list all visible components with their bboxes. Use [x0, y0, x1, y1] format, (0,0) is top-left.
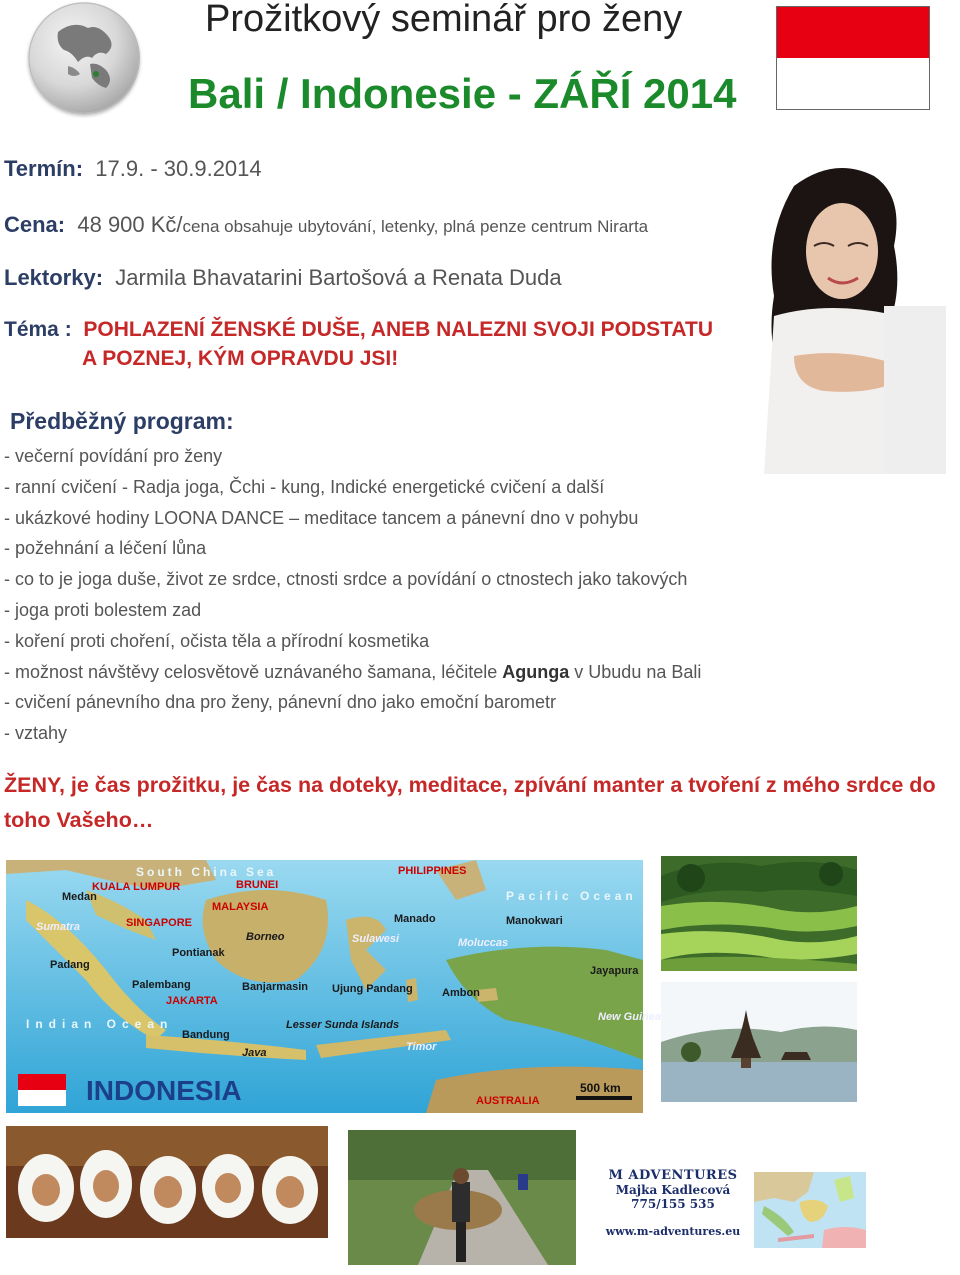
map-country-name: INDONESIA — [86, 1075, 242, 1106]
map-label-jayapura: Jayapura — [590, 965, 639, 977]
map-label-jakarta: JAKARTA — [166, 995, 218, 1007]
motorbike-road-photo — [348, 1130, 576, 1265]
map-label-manokwari: Manokwari — [506, 915, 563, 927]
lecturers-line — [4, 265, 562, 291]
map-label-brunei: BRUNEI — [236, 879, 279, 891]
map-label-south-china-sea: South China Sea — [136, 865, 277, 879]
map-label-padang: Padang — [50, 959, 90, 971]
list-item: - ranní cvičení - Radja joga, Čchi - kung, Indické energetické cvičení a další — [4, 476, 605, 497]
theme-line-1: POHLAZENÍ ŽENSKÉ DUŠE, ANEB NALEZNI SVOJI PODSTATU — [83, 318, 714, 341]
schoolgirls-photo — [6, 1126, 328, 1238]
map-label-borneo: Borneo — [246, 931, 285, 943]
map-label-pontianak: Pontianak — [172, 947, 225, 959]
list-item: - co to je joga duše, život ze srdce, ctnosti srdce a povídání o ctnostech jako takových — [4, 569, 688, 590]
list-item: - joga proti bolestem zad — [4, 599, 202, 620]
map-label-java: Java — [242, 1047, 267, 1059]
map-flag-red-icon — [18, 1074, 66, 1090]
map-label-kuala-lumpur: KUALA LUMPUR — [92, 881, 181, 893]
lecturers-value: Jarmila Bhavatarini Bartošová a Renata Duda — [115, 265, 562, 290]
slogan: ŽENY, je čas prožitku, je čas na doteky, meditace, zpívání manter a tvoření z mého srdce do toho Vašeho… — [4, 773, 936, 832]
map-scale-bar — [576, 1096, 632, 1100]
map-label-sulawesi: Sulawesi — [352, 933, 400, 945]
price-note: cena obsahuje ubytování, letenky, plná penze centrum Nirarta — [182, 217, 649, 236]
map-label-pacific: Pacific Ocean — [506, 889, 637, 903]
map-label-singapore: SINGAPORE — [126, 917, 193, 929]
globe-landmass-icon — [28, 2, 140, 114]
list-item: - požehnání a léčení lůna — [4, 538, 207, 559]
map-label-lesser-sunda: Lesser Sunda Islands — [286, 1019, 400, 1031]
m-adventures-logo — [592, 1168, 754, 1268]
theme-block — [4, 318, 713, 371]
theme-line-2: A POZNEJ, KÝM OPRAVDU JSI! — [82, 347, 399, 370]
map-scale-label: 500 km — [580, 1081, 621, 1095]
list-item: - koření proti choření, očista těla a přírodní kosmetika — [4, 630, 430, 651]
term-label: Termín: — [4, 156, 84, 181]
program-list — [4, 446, 701, 754]
term-value: 17.9. - 30.9.2014 — [95, 156, 262, 181]
map-label-medan: Medan — [62, 891, 97, 903]
map-flag-white-icon — [18, 1090, 66, 1106]
term-line — [4, 156, 262, 182]
item-text: v Ubudu na Bali — [569, 661, 702, 682]
map-label-palembang: Palembang — [132, 979, 191, 991]
map-label-moluccas: Moluccas — [458, 937, 509, 949]
map-label-sumatra: Sumatra — [36, 921, 81, 933]
map-label-philippines: PHILIPPINES — [398, 865, 467, 877]
lecturer-portrait-photo — [734, 156, 946, 474]
logo-name: M ADVENTURES — [608, 1168, 738, 1183]
bali-temple-photo — [661, 982, 857, 1102]
list-item: - vztahy — [4, 723, 68, 744]
lecturers-label: Lektorky: — [4, 265, 104, 290]
page-subtitle: Bali / Indonesie - ZÁŘÍ 2014 — [188, 70, 737, 117]
rice-terraces-photo — [661, 856, 857, 971]
list-item: - ukázkové hodiny LOONA DANCE – meditace tancem a pánevní dno v pohybu — [4, 507, 639, 528]
list-item — [4, 662, 701, 693]
map-label-ujung-pandang: Ujung Pandang — [332, 983, 413, 995]
indonesia-flag-icon — [776, 6, 930, 110]
price-value: 48 900 Kč/ — [77, 212, 183, 237]
item-text: - možnost návštěvy celosvětově uznávaného šamana, léčitele — [4, 661, 503, 682]
map-label-bandung: Bandung — [182, 1029, 230, 1041]
list-item: - cvičení pánevního dna pro ženy, pánevní dno jako emoční barometr — [4, 692, 556, 713]
map-label-malaysia: MALAYSIA — [212, 901, 269, 913]
logo-url[interactable]: www.m-adventures.eu — [605, 1225, 741, 1238]
map-label-banjarmasin: Banjarmasin — [242, 981, 309, 993]
map-label-ambon: Ambon — [442, 987, 480, 999]
price-label: Cena: — [4, 212, 66, 237]
map-label-timor: Timor — [406, 1041, 437, 1053]
list-item: - večerní povídání pro ženy — [4, 446, 223, 466]
indonesia-map-image — [6, 860, 661, 1113]
map-label-indian-ocean: Indian Ocean — [26, 1017, 174, 1031]
map-label-manado: Manado — [394, 913, 436, 925]
page-title: Prožitkový seminář pro ženy — [205, 0, 683, 40]
logo-owner: Majka Kadlecová — [615, 1183, 731, 1197]
southeast-asia-mini-map — [754, 1172, 866, 1248]
map-label-australia: AUSTRALIA — [476, 1095, 540, 1107]
price-line — [4, 212, 648, 238]
program-heading: Předběžný program: — [10, 408, 234, 434]
globe-image — [28, 2, 140, 114]
theme-label: Téma : — [4, 318, 72, 341]
item-bold-name: Agunga — [502, 661, 570, 682]
logo-phone: 775/155 535 — [631, 1197, 715, 1211]
map-label-new-guinea: New Guinea — [598, 1011, 661, 1023]
